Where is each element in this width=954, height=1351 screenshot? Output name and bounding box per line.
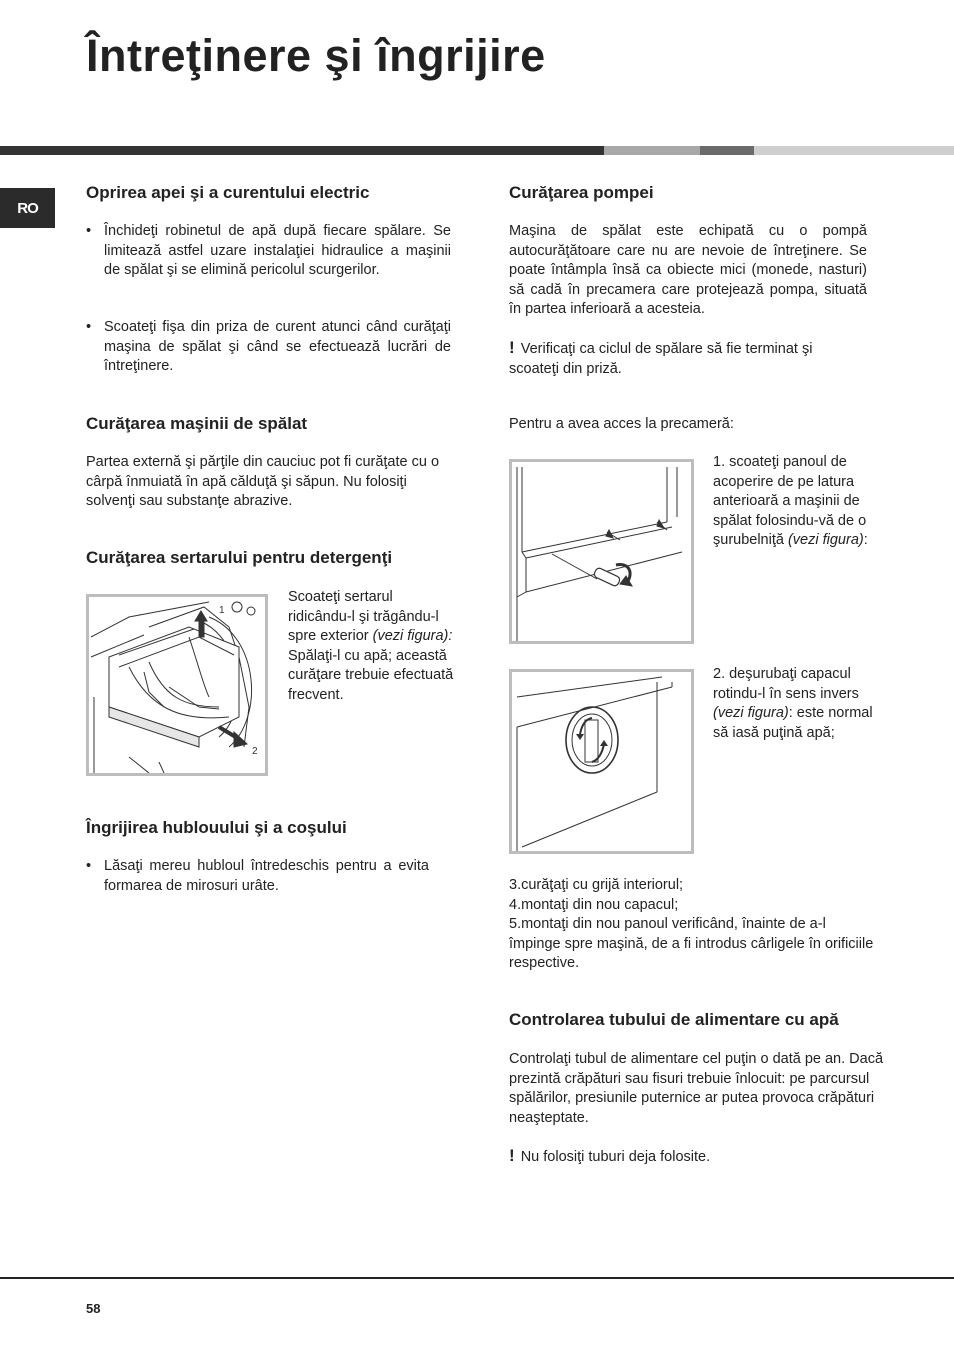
list-item (86, 222, 451, 302)
header-bar-pale (754, 146, 954, 155)
list-item (86, 318, 451, 378)
header-bar-light (604, 146, 700, 155)
figure-label-1: 1 (219, 605, 225, 616)
list-item (86, 857, 431, 897)
step-5: 5.montaţi din nou panoul verificând, înainte de a-l împinge spre maşină, de a fi introdus cârligele în orificiile respective. (509, 916, 874, 971)
list-item-text: Scoateţi fişa din priza de curent atunci când curăţaţi maşina de spălat şi când se efectuează lucrări de întreţinere. (104, 319, 451, 374)
drawer-illustration (89, 597, 265, 773)
step-4: 4.montaţi din nou capacul; (509, 897, 679, 913)
page-number: 58 (86, 1301, 101, 1316)
inlet-hose-warning (509, 1146, 879, 1168)
cap-illustration (512, 672, 691, 851)
step-3: 3.curăţaţi cu grijă interiorul; (509, 877, 684, 893)
step-2-end: : este normal să iasă puţină apă; (713, 705, 873, 741)
warning-text: Verificaţi ca ciclul de spălare să fie terminat şi scoateţi din priză. (509, 341, 813, 377)
access-text: Pentru a avea acces la precameră: (509, 416, 734, 432)
drawer-text-a-italic: (vezi figura): (372, 628, 453, 644)
figure-label-2: 2 (252, 746, 258, 757)
section-heading-porthole: Îngrijirea hublouului şi a coşului (86, 818, 347, 837)
step-2-text: 2. deşurubaţi capacul rotindu-l în sens invers (713, 666, 859, 702)
panel-illustration (512, 462, 691, 641)
pump-cap-figure (509, 669, 694, 854)
drawer-text-a: Scoateţi sertarul ridicându-l şi trăgându-l spre exterior (288, 589, 439, 644)
section-heading-water-power: Oprirea apei şi a curentului electric (86, 183, 370, 202)
list-item-text: Lăsaţi mereu hubloul întredeschis pentru a evita formarea de mirosuri urâte. (104, 858, 429, 894)
list-item-text: Închideţi robinetul de apă după fiecare spălare. Se limitează astfel uzare instalaţiei hidraulice a maşinii de spălat şi se elimină pericolul scurgerilor. (104, 223, 451, 278)
section-heading-inlet-hose: Controlarea tubului de alimentare cu apă (509, 1010, 839, 1029)
warning-mark: ! (509, 338, 515, 357)
drawer-text-b: Spălaţi-l cu apă; această curăţare trebuie efectuată frecvent. (288, 647, 454, 703)
inlet-hose-text: Controlaţi tubul de alimentare cel puţin o dată pe an. Dacă prezintă crăpături sau fisuri trebuie înlocuit: pe parcursul spălărilor, presiunile puternice ar putea provoca crăpături neaşteptate. (509, 1051, 884, 1126)
language-tab: RO (0, 188, 55, 228)
section-heading-detergent-drawer: Curăţarea sertarului pentru detergenţi (86, 548, 393, 567)
pump-text: Maşina de spălat este echipată cu o pompă autocurăţătoare care nu are nevoie de întreţinere. Se poate întâmpla însă ca obiecte mici (monede, nasturi) să cadă în precamera care protejează pompa, situată în partea inferioară a acesteia. (509, 223, 867, 317)
detergent-drawer-text (288, 588, 460, 705)
section-heading-machine-cleaning: Curăţarea maşinii de spălat (86, 414, 308, 433)
step-1-end: : (863, 532, 868, 548)
bullet-mark: • (86, 319, 92, 335)
machine-cleaning-text: Partea externă şi părţile din cauciuc pot fi curăţate cu o cârpă înmuiată în apă călduţă şi săpun. Nu folosiţi solvenţi sau substanţe abrazive. (86, 454, 440, 509)
header-bar-mid (700, 146, 754, 155)
step-2-italic: (vezi figura) (713, 705, 789, 721)
footer-rule (0, 1277, 954, 1279)
detergent-drawer-figure (86, 594, 268, 776)
warning-mark: ! (509, 1146, 515, 1165)
panel-removal-figure (509, 459, 694, 644)
header-bar-dark (0, 146, 604, 155)
bullet-mark: • (86, 223, 92, 239)
section-heading-pump: Curăţarea pompei (509, 183, 654, 202)
pump-warning (509, 338, 859, 379)
step-2 (713, 665, 885, 743)
step-1 (713, 453, 893, 551)
bullet-mark: • (86, 858, 92, 874)
warning-text: Nu folosiţi tuburi deja folosite. (520, 1149, 711, 1165)
page-title: Întreţinere şi îngrijire (86, 30, 546, 81)
step-1-text: 1. scoateţi panoul de acoperire de pe latura anterioară a maşinii de spălat folosindu-vă de o şurubelniţă (713, 454, 867, 548)
step-1-italic: (vezi figura) (787, 532, 864, 548)
